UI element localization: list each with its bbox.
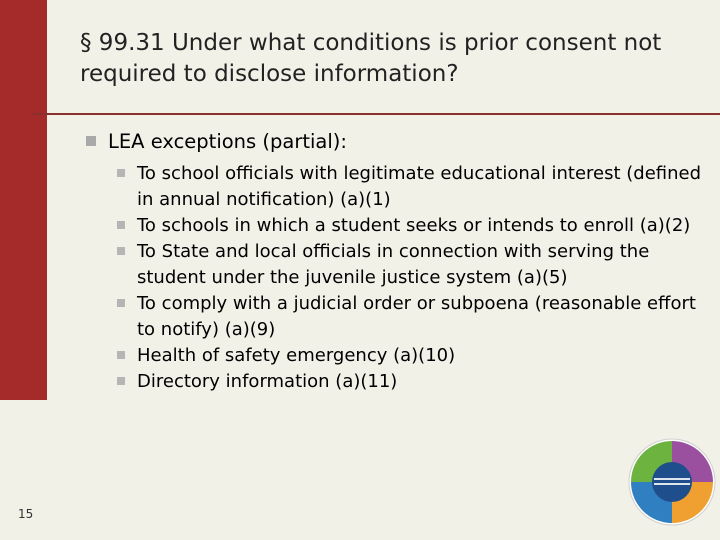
list-item-text: To school officials with legitimate educational interest (defined in annual notification) (a)(1) [137,163,702,210]
square-bullet-icon [117,299,125,307]
square-bullet-icon [117,221,125,229]
list-item [86,369,706,395]
title-divider [33,113,720,115]
slide-title: § 99.31 Under what conditions is prior consent not required to disclose information? [80,30,662,87]
list-item-text: To State and local officials in connection with serving the student under the juvenile justice system (a)(5) [137,241,650,288]
page-number: 15 [18,507,34,521]
exception-list [86,161,706,395]
bullet-heading [86,128,706,155]
list-item [86,161,706,213]
square-bullet-icon [117,377,125,385]
list-item [86,343,706,369]
square-bullet-icon [117,169,125,177]
square-bullet-icon [117,247,125,255]
list-item-text: To comply with a judicial order or subpoena (reasonable effort to notify) (a)(9) [137,293,696,340]
slide-body [86,128,706,395]
list-item-text: Health of safety emergency (a)(10) [137,345,456,366]
heading-text: LEA exceptions (partial): [108,130,347,153]
square-bullet-icon [86,136,96,146]
list-item-text: Directory information (a)(11) [137,371,398,392]
square-bullet-icon [117,351,125,359]
list-item [86,213,706,239]
left-accent-bar [0,0,47,400]
list-item [86,291,706,343]
list-item [86,239,706,291]
list-item-text: To schools in which a student seeks or intends to enroll (a)(2) [137,215,691,236]
circular-quadrant-logo-icon [627,437,717,527]
